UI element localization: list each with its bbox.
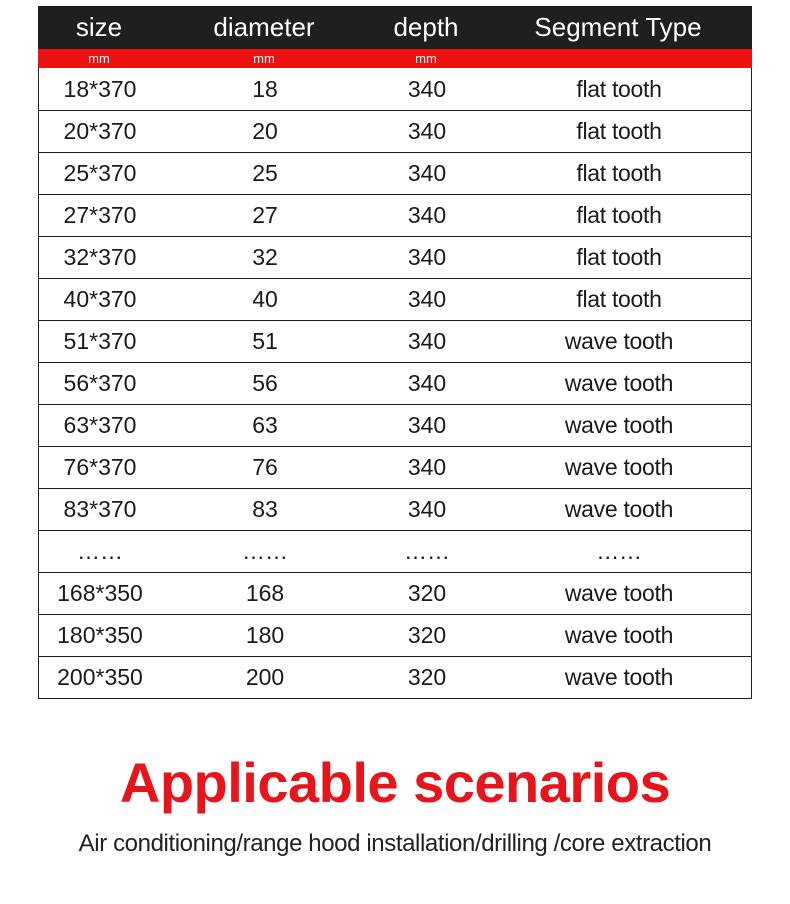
cell-diameter: …… — [242, 538, 288, 564]
cell-depth: …… — [404, 538, 450, 564]
header-diameter: diameter — [213, 12, 315, 42]
cell-size: 180*350 — [57, 622, 143, 648]
table-row — [39, 404, 751, 446]
cell-depth: 340 — [407, 370, 447, 396]
cell-segment-type: …… — [596, 538, 642, 564]
unit-depth: mm — [415, 51, 437, 66]
cell-depth: 340 — [407, 454, 447, 480]
cell-diameter: 76 — [252, 454, 278, 480]
cell-size: 168*350 — [57, 580, 143, 606]
cell-diameter: 25 — [252, 160, 278, 186]
table-row — [39, 614, 751, 656]
cell-segment-type: flat tooth — [576, 160, 662, 186]
table-row — [39, 278, 751, 320]
cell-size: 25*370 — [63, 160, 137, 186]
cell-diameter: 51 — [252, 328, 278, 354]
cell-diameter: 180 — [245, 622, 285, 648]
cell-diameter: 32 — [252, 244, 278, 270]
cell-segment-type: flat tooth — [576, 118, 662, 144]
table-row — [39, 320, 751, 362]
cell-diameter: 200 — [245, 664, 285, 690]
table-row — [39, 362, 751, 404]
cell-diameter: 40 — [252, 286, 278, 312]
unit-size: mm — [88, 51, 110, 66]
cell-size: 40*370 — [63, 286, 137, 312]
header-size: size — [75, 12, 123, 42]
cell-diameter: 83 — [252, 496, 278, 522]
table-row — [39, 152, 751, 194]
cell-diameter: 56 — [252, 370, 278, 396]
cell-depth: 340 — [407, 328, 447, 354]
cell-depth: 320 — [407, 622, 447, 648]
table-header — [38, 6, 752, 49]
table-row — [39, 446, 751, 488]
cell-size: 18*370 — [63, 75, 137, 102]
cell-depth: 320 — [407, 580, 447, 606]
spec-table — [38, 6, 752, 699]
cell-depth: 320 — [407, 664, 447, 690]
cell-size: 27*370 — [63, 202, 137, 228]
cell-size: …… — [77, 538, 123, 564]
cell-segment-type: wave tooth — [564, 496, 674, 522]
cell-segment-type: wave tooth — [564, 370, 674, 396]
cell-depth: 340 — [407, 496, 447, 522]
cell-depth: 340 — [407, 75, 447, 102]
table-row — [39, 488, 751, 530]
cell-size: 51*370 — [63, 328, 137, 354]
table-body — [38, 68, 752, 699]
cell-segment-type: flat tooth — [576, 202, 662, 228]
cell-segment-type: flat tooth — [576, 244, 662, 270]
cell-diameter: 18 — [252, 75, 278, 102]
cell-size: 32*370 — [63, 244, 137, 270]
cell-diameter: 20 — [252, 118, 278, 144]
cell-depth: 340 — [407, 244, 447, 270]
unit-diameter: mm — [253, 51, 275, 66]
scenarios-title: Applicable scenarios — [119, 751, 671, 814]
cell-depth: 340 — [407, 202, 447, 228]
header-segment-type: Segment Type — [534, 12, 702, 42]
cell-depth: 340 — [407, 286, 447, 312]
table-row — [39, 236, 751, 278]
cell-diameter: 63 — [252, 412, 278, 438]
table-row — [39, 194, 751, 236]
cell-diameter: 168 — [245, 580, 285, 606]
cell-depth: 340 — [407, 118, 447, 144]
cell-size: 63*370 — [63, 412, 137, 438]
cell-size: 76*370 — [63, 454, 137, 480]
table-row — [39, 656, 751, 698]
table-row — [39, 68, 751, 110]
scenarios-subtitle: Air conditioning/range hood installation/drilling /core extraction — [78, 830, 712, 857]
cell-size: 200*350 — [57, 664, 143, 690]
table-row — [39, 572, 751, 614]
cell-segment-type: flat tooth — [576, 286, 662, 312]
cell-segment-type: flat tooth — [576, 75, 662, 102]
cell-segment-type: wave tooth — [564, 328, 674, 354]
cell-segment-type: wave tooth — [564, 454, 674, 480]
cell-size: 83*370 — [63, 496, 137, 522]
cell-size: 20*370 — [63, 118, 137, 144]
cell-segment-type: wave tooth — [564, 412, 674, 438]
table-row — [39, 110, 751, 152]
cell-segment-type: wave tooth — [564, 664, 674, 690]
cell-depth: 340 — [407, 160, 447, 186]
unit-bar — [38, 49, 752, 68]
cell-size: 56*370 — [63, 370, 137, 396]
cell-diameter: 27 — [252, 202, 278, 228]
cell-depth: 340 — [407, 412, 447, 438]
cell-segment-type: wave tooth — [564, 622, 674, 648]
cell-segment-type: wave tooth — [564, 580, 674, 606]
table-row — [39, 530, 751, 572]
header-depth: depth — [393, 12, 459, 42]
